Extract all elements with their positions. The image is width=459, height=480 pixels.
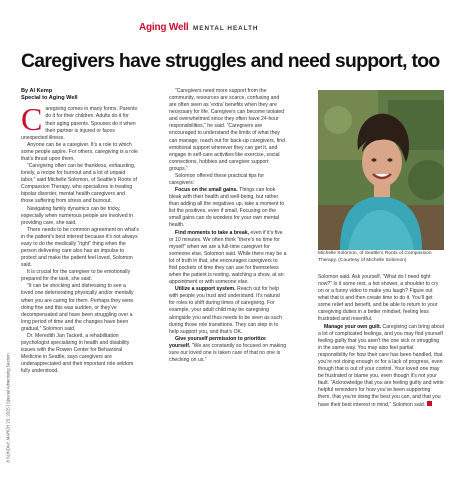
article-column-3 bbox=[318, 274, 444, 409]
subsection-name: MENTAL HEALTH bbox=[193, 25, 259, 32]
paragraph bbox=[318, 274, 444, 324]
end-mark bbox=[427, 401, 432, 406]
paragraph-text: Solomon offered these practical tips for caregivers: bbox=[169, 172, 265, 187]
paragraph-text: Reach out for help with people you trust and understand. It’s natural for roles to shift during times of caregiving. For example, your adult child may be caregiving alongside you and thus needs to be seen as such during those role transitions. They can step in to help support you, and that’s OK. bbox=[169, 286, 282, 335]
paragraph-text: even if it’s five or 10 minutes. We often think “there’s no time for myself” when we are a full-time caregiver for someone else, Solomon said. While there may be a lot of truth in that, she encourages caregivers to find pockets of time they can use for themselves when the patient is resting, watching a show, at an appointment or with someone else. bbox=[169, 229, 287, 286]
paragraph-text: Solomon said. Ask yourself, “What do I need right now?” Is it some rest, a hot shower, a shoulder to cry on or a funny video to make you laugh? Figure out what that is and then create time to do it. You’ll get some relief and benefit, and be able to return to your caregiving duties in a better mindset, feeling less frustrated and resentful. bbox=[318, 274, 439, 323]
paragraph-text: Things can look bleak with their health and well-being, but rather than adding all the negatives up, take a moment to list the positives, even if small. Focusing on the small gains can do wonders for your own mental health. bbox=[169, 187, 285, 229]
page-folio bbox=[0, 340, 14, 470]
tip-lead: Find moments to take a break, bbox=[175, 229, 249, 236]
lead-paragraph-text: aregiving comes in many forms. Parents do it for their children. Adults do it for their aging parents. Spouses do it when their partner is injured or faces unexpected illness. bbox=[21, 106, 138, 141]
folio-text: 8 SUNDAY, MARCH 23, 2025 | Special Advertising Section bbox=[5, 353, 11, 463]
paragraph-text: “We are constantly so focused on making sure our loved one is taken care of that no one is checking on us,” bbox=[169, 342, 287, 363]
section-header bbox=[139, 22, 339, 33]
paragraph-text: “Caregivers need more support from the community, resources are scarce, confusing and are often seen as ‘extra’ benefits when they are necessary for life. Caregivers can become isolated and overwhelmed since they often have 24-hour responsibilities,” he said. “Caregivers are encouraged to understand the limits of what they can manage, reach out for back-up caregivers, find emotional support wherever they can get it, and engage in self-care activities like exercise, social connections, hobbies and caregiver support groups.” bbox=[169, 88, 286, 172]
article-column-2 bbox=[169, 88, 287, 364]
paragraph: There needs to be common agreement on what’s in the patient’s best interest because it’s not always easy to do the medically “right” thing when the person delivering care also has an impulse to protect and make the patient feel loved, Solomon said. bbox=[21, 226, 139, 269]
paragraph: Anyone can be a caregiver. It’s a role to which some people aspire. For others, caregiving is a role that’s thrust upon them. bbox=[21, 141, 138, 162]
paragraph: “It can be shocking and distressing to see a loved one deteriorating physically and/or mentally when you are caring for them. Perhaps they were doing fine and this was sudden, or they’ve decompensated and have been struggling over a long period of time and the changes have been gradual,” Solomon said. bbox=[21, 283, 134, 332]
tip-lead: Give yourself permission to prioritize yourself. bbox=[169, 335, 266, 349]
byline-author: By Al Kemp bbox=[21, 88, 53, 94]
tip-lead: Utilize a support system. bbox=[175, 286, 236, 293]
paragraph: It is crucial for the caregiver to be emotionally prepared for the task, she said. bbox=[21, 269, 131, 283]
portrait-photo bbox=[318, 90, 444, 250]
paragraph bbox=[169, 336, 287, 364]
paragraph bbox=[169, 230, 287, 287]
drop-cap: C bbox=[21, 101, 43, 138]
paragraph-text: Caregiving can bring about a lot of complicated feelings, and you may find yourself feeling guilty that you aren’t the one sick or struggling in the same way. You may also feel partial responsibility for how their care has been handled, that you’re not doing enough or for a lack of progress, even though that is out of your control. Your loved one may be frustrated or blame you, even though it’s not your fault. “Acknowledge that you are feeling guilty and write helpful reminders for how you’ve been supporting them, that you’re doing the best you can, and that you have their best interest in mind,” Solomon said. bbox=[318, 323, 444, 409]
section-name: Aging Well bbox=[139, 22, 189, 33]
lead-paragraph bbox=[21, 101, 139, 141]
paragraph bbox=[169, 286, 287, 336]
article-column-1 bbox=[21, 88, 139, 375]
portrait-illustration bbox=[318, 90, 444, 250]
paragraph bbox=[318, 324, 444, 410]
paragraph: Navigating family dynamics can be tricky, especially when numerous people are involved in providing care, she said. bbox=[21, 205, 134, 226]
tip-lead: Focus on the small gains. bbox=[175, 187, 238, 194]
paragraph bbox=[169, 88, 287, 173]
tip-lead: Manage your own guilt. bbox=[324, 323, 382, 330]
paragraph: “Caregiving often can be thankless, exhausting, lonely, a recipe for burnout and a lot of unpaid labor,” said Michelle Solomon, of Seattle’s Roots of Compassion Therapy, who specializes in treating bipolar disorder, mental health caregivers and those suffering from stress and burnout. bbox=[21, 163, 137, 205]
byline bbox=[21, 88, 139, 102]
paragraph bbox=[169, 173, 287, 187]
paragraph: Dr. Meredith Jan Tackett, a rehabilitation psychologist specializing in health and disability issues with the Rowen Center for Behavioral Medicine in Seattle, says caregivers are underappreciated and their important role seldom fully understood. bbox=[21, 332, 134, 375]
byline-role: Special to Aging Well bbox=[21, 95, 78, 102]
article-headline: Caregivers have struggles and need support, too bbox=[21, 50, 440, 72]
photo-caption: Michelle Solomon, of Seattle’s Roots of Compassion Therapy. (Courtesy of Michelle Solomon) bbox=[318, 251, 432, 263]
paragraph bbox=[169, 187, 287, 229]
